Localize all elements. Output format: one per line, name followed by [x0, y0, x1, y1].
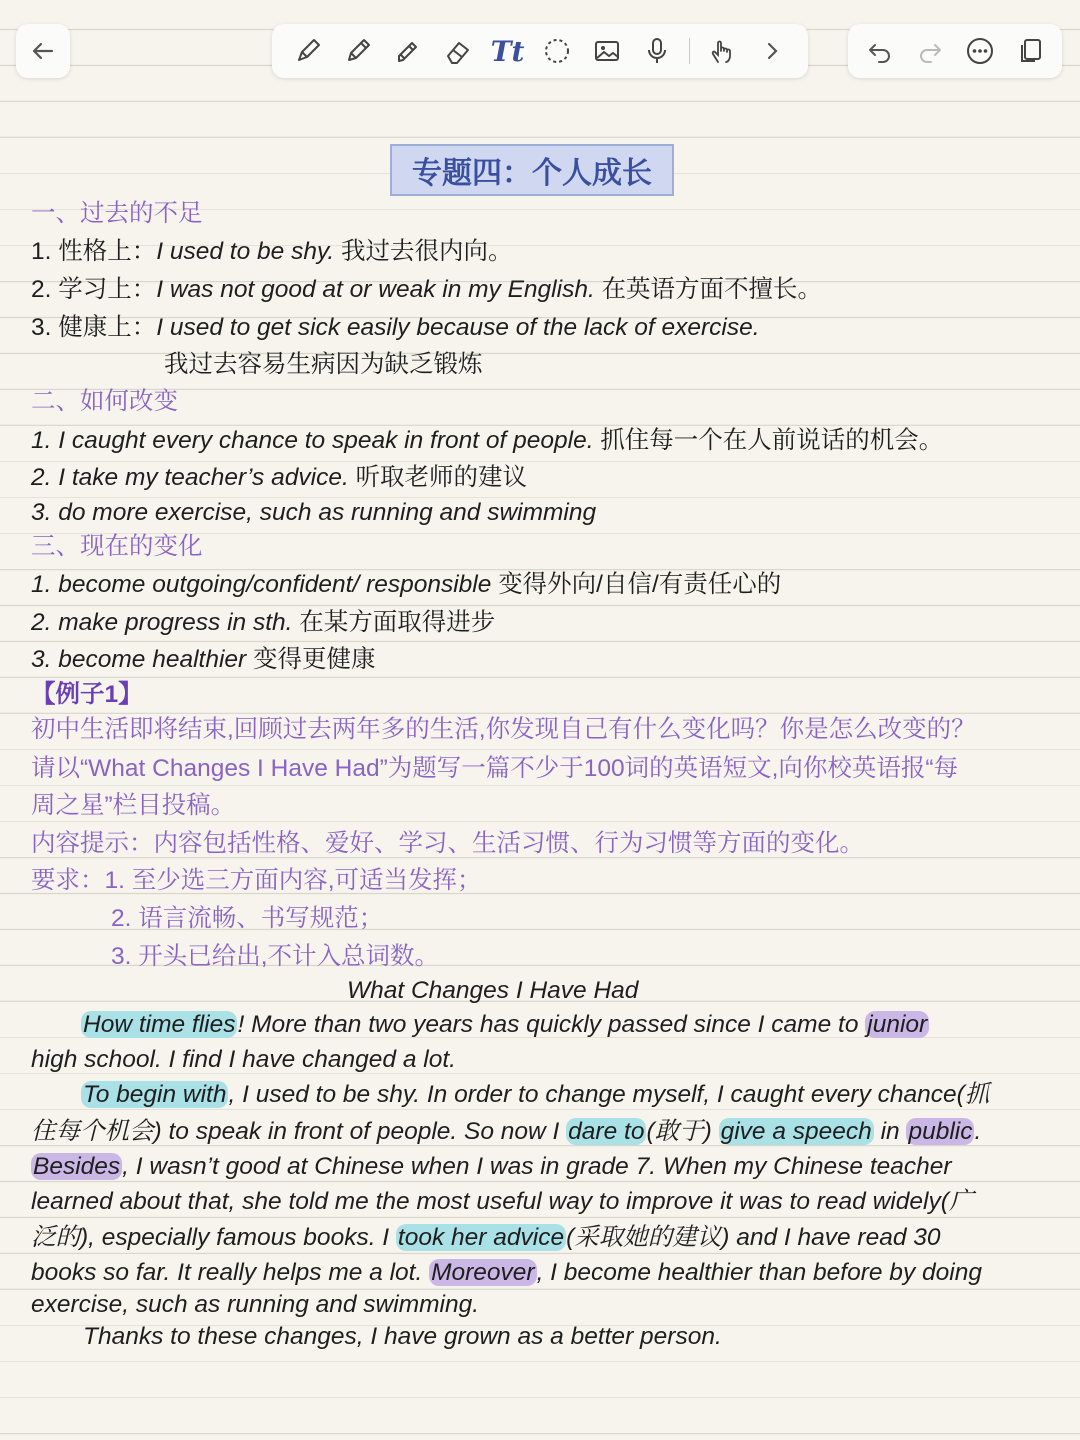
- prompt-requirements: 要求：1. 至少选三方面内容,可适当发挥；: [31, 867, 482, 894]
- essay-title: What Changes I Have Had: [347, 977, 639, 1004]
- section-heading-change: 二、如何改变: [31, 388, 178, 415]
- prompt-line: 请以“What Changes I Have Had”为题写一篇不少于100词的英语短文,向你校英语报“每: [31, 755, 959, 782]
- back-toolbar: [16, 24, 70, 78]
- undo-icon[interactable]: [858, 29, 902, 73]
- prompt-requirement: 2. 语言流畅、书写规范；: [111, 905, 384, 932]
- highlighter-icon[interactable]: [386, 29, 430, 73]
- prompt-hint: 内容提示：内容包括性格、爱好、学习、生活习惯、行为习惯等方面的变化。: [31, 830, 864, 857]
- essay-line: To begin with, I used to be shy. In order to change myself, I caught every chance(抓: [83, 1081, 990, 1108]
- prompt-line: 周之星”栏目投稿。: [31, 792, 236, 819]
- section-heading-now: 三、现在的变化: [31, 533, 203, 560]
- prompt-line: 初中生活即将结束,回顾过去两年多的生活,你发现自己有什么变化吗？你是怎么改变的？: [31, 716, 976, 743]
- image-icon[interactable]: [585, 29, 629, 73]
- text-tool-icon[interactable]: Tt: [490, 34, 525, 68]
- back-arrow-icon[interactable]: [21, 29, 65, 73]
- prompt-requirement: 3. 开头已给出,不计入总词数。: [111, 943, 440, 970]
- essay-line: Thanks to these changes, I have grown as a better person.: [83, 1323, 722, 1350]
- lasso-icon[interactable]: [535, 29, 579, 73]
- pen-icon[interactable]: [286, 29, 330, 73]
- note-line: 1. become outgoing/confident/ responsible 变得外向/自信/有责任心的: [31, 571, 782, 598]
- essay-line: How time flies! More than two years has quickly passed since I came to junior: [83, 1011, 928, 1038]
- touch-icon[interactable]: [700, 29, 744, 73]
- redo-icon[interactable]: [908, 29, 952, 73]
- tools-toolbar: [272, 24, 808, 78]
- note-line: 3. become healthier 变得更健康: [31, 646, 376, 673]
- note-line: 3. 健康上：I used to get sick easily because of the lack of exercise.: [31, 314, 760, 341]
- actions-toolbar: [848, 24, 1062, 78]
- pencil-icon[interactable]: [336, 29, 380, 73]
- essay-line: 泛的), especially famous books. I took her advice(采取她的建议) and I have read 30: [31, 1224, 941, 1251]
- more-icon[interactable]: [958, 29, 1002, 73]
- note-line: 2. make progress in sth. 在某方面取得进步: [31, 609, 496, 636]
- note-line: 1. 性格上：I used to be shy. 我过去很内向。: [31, 238, 513, 265]
- example-label: 【例子1】: [31, 681, 143, 708]
- pages-icon[interactable]: [1008, 29, 1052, 73]
- note-line: 3. do more exercise, such as running and swimming: [31, 499, 597, 526]
- toolbar-divider: [689, 38, 690, 64]
- note-line: 2. 学习上：I was not good at or weak in my English. 在英语方面不擅长。: [31, 276, 823, 303]
- note-line: 我过去容易生病因为缺乏锻炼: [164, 351, 483, 378]
- chevron-right-icon[interactable]: [750, 29, 794, 73]
- section-heading-past: 一、过去的不足: [31, 200, 203, 227]
- essay-line: books so far. It really helps me a lot. Moreover, I become healthier than before by doing: [31, 1259, 982, 1286]
- essay-line: 住每个机会) to speak in front of people. So now I dare to(敢于) give a speech in public.: [31, 1118, 982, 1145]
- essay-line: Besides, I wasn’t good at Chinese when I was in grade 7. When my Chinese teacher: [33, 1153, 952, 1180]
- note-line: 2. I take my teacher’s advice. 听取老师的建议: [31, 464, 528, 491]
- note-line: 1. I caught every chance to speak in front of people. 抓住每一个在人前说话的机会。: [31, 427, 944, 454]
- microphone-icon[interactable]: [635, 29, 679, 73]
- essay-line: learned about that, she told me the most useful way to improve it was to read widely(广: [31, 1188, 974, 1215]
- page-title: 专题四：个人成长: [390, 144, 674, 196]
- essay-line: high school. I find I have changed a lot.: [31, 1046, 456, 1073]
- essay-line: exercise, such as running and swimming.: [31, 1291, 480, 1318]
- eraser-icon[interactable]: [436, 29, 480, 73]
